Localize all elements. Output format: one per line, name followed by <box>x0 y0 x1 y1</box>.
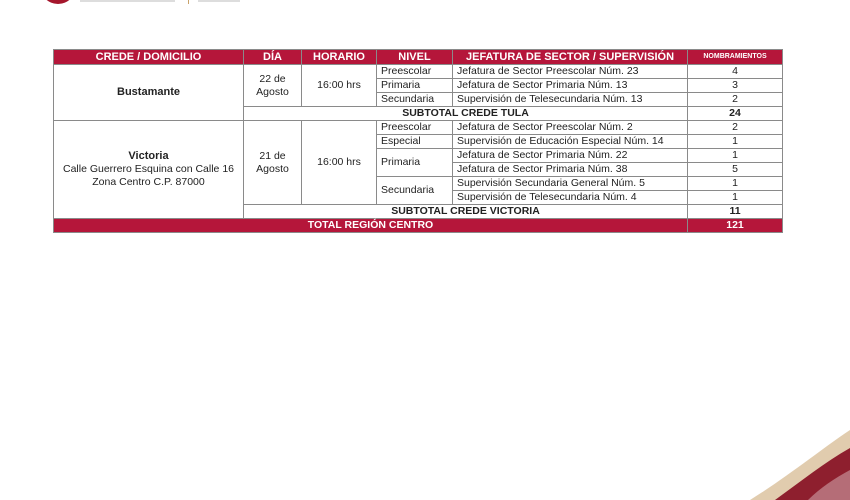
header-divider <box>198 0 240 2</box>
crede-cell <box>54 121 244 219</box>
crede-name: Bustamante <box>117 86 180 98</box>
jefatura-cell: Jefatura de Sector Preescolar Núm. 23 <box>453 65 688 79</box>
nombramientos-cell: 5 <box>688 163 783 177</box>
header-jefatura: JEFATURA DE SECTOR / SUPERVISIÓN <box>453 50 688 65</box>
header-nivel: NIVEL <box>377 50 453 65</box>
crede-name: Victoria <box>128 150 169 162</box>
horario-cell: 16:00 hrs <box>302 65 377 107</box>
nivel-cell: Preescolar <box>377 65 453 79</box>
header-row <box>54 50 783 65</box>
horario-cell: 16:00 hrs <box>302 121 377 205</box>
jefatura-cell: Jefatura de Sector Primaria Núm. 22 <box>453 149 688 163</box>
subtotal-label: SUBTOTAL CREDE VICTORIA <box>244 205 688 219</box>
nivel-cell: Preescolar <box>377 121 453 135</box>
corner-decoration-icon <box>750 430 850 500</box>
subtotal-value: 11 <box>688 205 783 219</box>
appointments-table <box>53 49 783 233</box>
nombramientos-cell: 4 <box>688 65 783 79</box>
header-dia: DÍA <box>244 50 302 65</box>
header-separator <box>188 0 189 4</box>
nivel-cell: Secundaria <box>377 177 453 205</box>
subtotal-value: 24 <box>688 107 783 121</box>
nivel-cell: Especial <box>377 135 453 149</box>
total-label: TOTAL REGIÓN CENTRO <box>54 219 688 233</box>
header-horario: HORARIO <box>302 50 377 65</box>
nombramientos-cell: 1 <box>688 177 783 191</box>
jefatura-cell: Supervisión de Educación Especial Núm. 14 <box>453 135 688 149</box>
nombramientos-cell: 1 <box>688 149 783 163</box>
nivel-cell: Primaria <box>377 79 453 93</box>
jefatura-cell: Jefatura de Sector Primaria Núm. 13 <box>453 79 688 93</box>
total-row <box>54 219 783 233</box>
total-value: 121 <box>688 219 783 233</box>
table-row <box>54 121 783 135</box>
logo-icon <box>40 0 76 4</box>
jefatura-cell: Supervisión de Telesecundaria Núm. 13 <box>453 93 688 107</box>
header-nombramientos: NOMBRAMIENTOS <box>688 50 783 65</box>
nombramientos-cell: 3 <box>688 79 783 93</box>
subtotal-label: SUBTOTAL CREDE TULA <box>244 107 688 121</box>
header-crede: CREDE / DOMICILIO <box>54 50 244 65</box>
nivel-cell: Primaria <box>377 149 453 177</box>
header-divider <box>80 0 175 2</box>
crede-cell <box>54 65 244 121</box>
jefatura-cell: Jefatura de Sector Preescolar Núm. 2 <box>453 121 688 135</box>
table-row <box>54 65 783 79</box>
dia-cell: 22 de Agosto <box>244 65 302 107</box>
crede-address: Calle Guerrero Esquina con Calle 16 Zona Centro C.P. 87000 <box>62 163 234 188</box>
nombramientos-cell: 1 <box>688 191 783 205</box>
jefatura-cell: Jefatura de Sector Primaria Núm. 38 <box>453 163 688 177</box>
jefatura-cell: Supervisión Secundaria General Núm. 5 <box>453 177 688 191</box>
nombramientos-cell: 1 <box>688 135 783 149</box>
dia-cell: 21 de Agosto <box>244 121 302 205</box>
nombramientos-cell: 2 <box>688 121 783 135</box>
nombramientos-cell: 2 <box>688 93 783 107</box>
nivel-cell: Secundaria <box>377 93 453 107</box>
jefatura-cell: Supervisión de Telesecundaria Núm. 4 <box>453 191 688 205</box>
